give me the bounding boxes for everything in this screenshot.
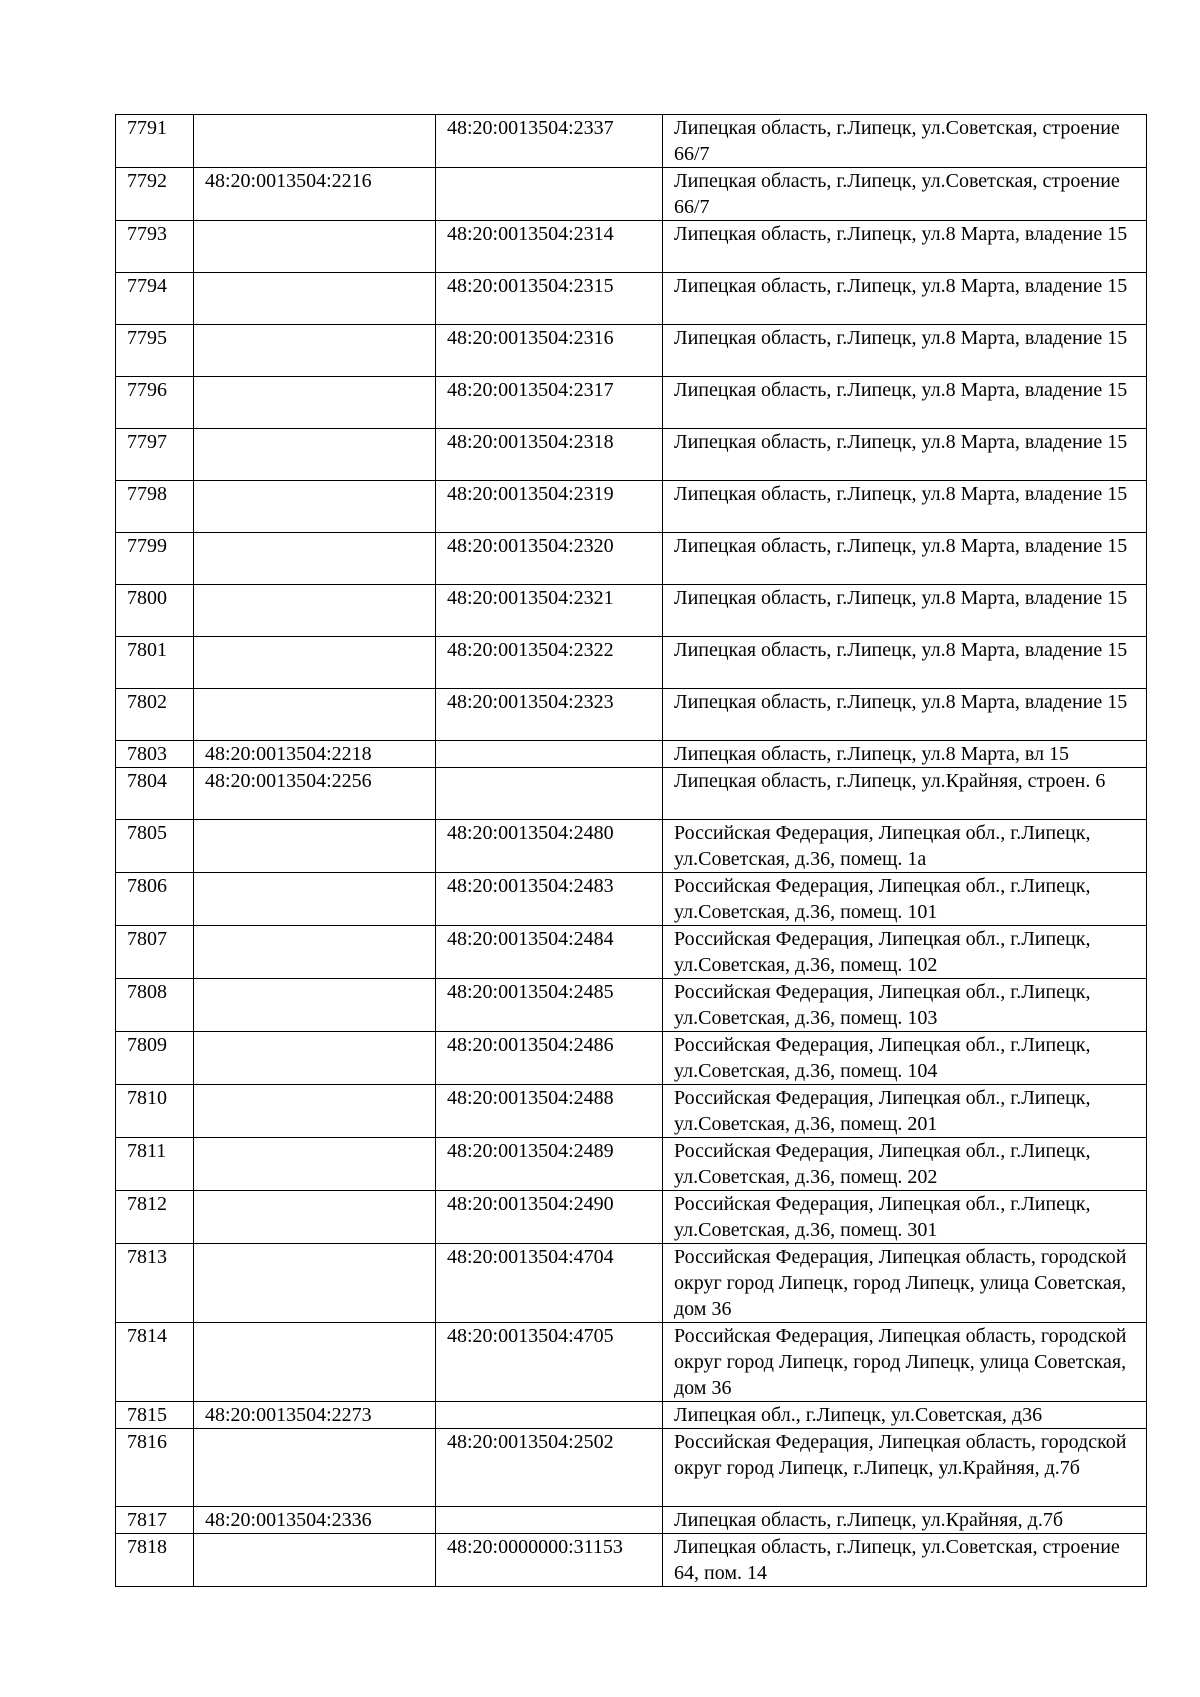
row-number-cell: 7795: [116, 325, 194, 377]
address-cell: Липецкая область, г.Липецк, ул.Советская, строение 64, пом. 14: [663, 1534, 1147, 1587]
address-cell: Липецкая область, г.Липецк, ул.8 Марта, владение 15: [663, 689, 1147, 741]
table-row: [116, 689, 1147, 741]
cadastral-number-cell: 48:20:0013504:2337: [436, 115, 663, 168]
cadastral-number-cell: 48:20:0013504:2483: [436, 873, 663, 926]
cadastral-number-cell: 48:20:0013504:2218: [194, 741, 436, 768]
cadastral-number-cell: [194, 1323, 436, 1402]
cadastral-number-cell: 48:20:0013504:2486: [436, 1032, 663, 1085]
table-row: [116, 1244, 1147, 1323]
row-number-cell: 7799: [116, 533, 194, 585]
cadastral-number-cell: 48:20:0013504:2502: [436, 1429, 663, 1507]
row-number-cell: 7815: [116, 1402, 194, 1429]
address-cell: Российская Федерация, Липецкая область, городской округ город Липецк, г.Липецк, ул.Крайняя, д.7б: [663, 1429, 1147, 1507]
row-number-cell: 7794: [116, 273, 194, 325]
table-row: [116, 820, 1147, 873]
cadastral-number-cell: [194, 1534, 436, 1587]
row-number-cell: 7796: [116, 377, 194, 429]
cadastral-number-cell: [194, 926, 436, 979]
row-number-cell: 7814: [116, 1323, 194, 1402]
cadastral-number-cell: [194, 689, 436, 741]
cadastral-number-cell: 48:20:0013504:4704: [436, 1244, 663, 1323]
address-cell: Российская Федерация, Липецкая обл., г.Липецк, ул.Советская, д.36, помещ. 104: [663, 1032, 1147, 1085]
address-cell: Российская Федерация, Липецкая обл., г.Липецк, ул.Советская, д.36, помещ. 102: [663, 926, 1147, 979]
table-row: [116, 1138, 1147, 1191]
cadastral-number-cell: [436, 741, 663, 768]
table-row: [116, 325, 1147, 377]
cadastral-number-cell: [436, 1507, 663, 1534]
table-row: [116, 741, 1147, 768]
table-row: [116, 1085, 1147, 1138]
cadastral-number-cell: 48:20:0013504:2320: [436, 533, 663, 585]
row-number-cell: 7804: [116, 768, 194, 820]
table-row: [116, 377, 1147, 429]
table-row: [116, 1534, 1147, 1587]
row-number-cell: 7800: [116, 585, 194, 637]
cadastral-number-cell: [194, 1138, 436, 1191]
cadastral-number-cell: [194, 585, 436, 637]
row-number-cell: 7810: [116, 1085, 194, 1138]
row-number-cell: 7809: [116, 1032, 194, 1085]
address-cell: Липецкая область, г.Липецк, ул.8 Марта, владение 15: [663, 481, 1147, 533]
address-cell: Липецкая обл., г.Липецк, ул.Советская, д36: [663, 1402, 1147, 1429]
cadastral-number-cell: [194, 979, 436, 1032]
row-number-cell: 7813: [116, 1244, 194, 1323]
table-row: [116, 1191, 1147, 1244]
table-row: [116, 1323, 1147, 1402]
table-row: [116, 1429, 1147, 1507]
cadastral-number-cell: 48:20:0013504:2316: [436, 325, 663, 377]
cadastral-number-cell: [194, 273, 436, 325]
address-cell: Российская Федерация, Липецкая обл., г.Липецк, ул.Советская, д.36, помещ. 1а: [663, 820, 1147, 873]
address-cell: Липецкая область, г.Липецк, ул.Крайняя, строен. 6: [663, 768, 1147, 820]
cadastral-number-cell: [194, 820, 436, 873]
address-cell: Липецкая область, г.Липецк, ул.8 Марта, владение 15: [663, 637, 1147, 689]
address-cell: Липецкая область, г.Липецк, ул.Крайняя, д.7б: [663, 1507, 1147, 1534]
cadastral-number-cell: 48:20:0013504:2490: [436, 1191, 663, 1244]
cadastral-number-cell: 48:20:0013504:2273: [194, 1402, 436, 1429]
cadastral-number-cell: [194, 115, 436, 168]
table-row: [116, 1402, 1147, 1429]
cadastral-number-cell: 48:20:0000000:31153: [436, 1534, 663, 1587]
row-number-cell: 7808: [116, 979, 194, 1032]
cadastral-number-cell: [194, 325, 436, 377]
row-number-cell: 7818: [116, 1534, 194, 1587]
cadastral-number-cell: 48:20:0013504:2336: [194, 1507, 436, 1534]
cadastral-number-cell: 48:20:0013504:2319: [436, 481, 663, 533]
address-cell: Российская Федерация, Липецкая область, городской округ город Липецк, город Липецк, улица Советская, дом 36: [663, 1323, 1147, 1402]
row-number-cell: 7791: [116, 115, 194, 168]
table-row: [116, 926, 1147, 979]
address-cell: Липецкая область, г.Липецк, ул.8 Марта, владение 15: [663, 429, 1147, 481]
cadastral-number-cell: [436, 768, 663, 820]
row-number-cell: 7817: [116, 1507, 194, 1534]
row-number-cell: 7803: [116, 741, 194, 768]
cadastral-number-cell: 48:20:0013504:2485: [436, 979, 663, 1032]
address-cell: Российская Федерация, Липецкая обл., г.Липецк, ул.Советская, д.36, помещ. 101: [663, 873, 1147, 926]
row-number-cell: 7816: [116, 1429, 194, 1507]
row-number-cell: 7811: [116, 1138, 194, 1191]
cadastral-number-cell: 48:20:0013504:2256: [194, 768, 436, 820]
cadastral-number-cell: [194, 377, 436, 429]
address-cell: Российская Федерация, Липецкая обл., г.Липецк, ул.Советская, д.36, помещ. 201: [663, 1085, 1147, 1138]
address-cell: Липецкая область, г.Липецк, ул.8 Марта, владение 15: [663, 221, 1147, 273]
table-row: [116, 873, 1147, 926]
cadastral-number-cell: [194, 1244, 436, 1323]
row-number-cell: 7797: [116, 429, 194, 481]
table-row: [116, 585, 1147, 637]
cadastral-number-cell: [194, 481, 436, 533]
cadastral-number-cell: [194, 533, 436, 585]
cadastral-number-cell: 48:20:0013504:4705: [436, 1323, 663, 1402]
cadastral-number-cell: [436, 168, 663, 221]
address-cell: Российская Федерация, Липецкая обл., г.Липецк, ул.Советская, д.36, помещ. 202: [663, 1138, 1147, 1191]
register-table-body: [116, 115, 1147, 1587]
table-row: [116, 481, 1147, 533]
address-cell: Липецкая область, г.Липецк, ул.8 Марта, вл 15: [663, 741, 1147, 768]
register-table: [115, 114, 1147, 1587]
table-row: [116, 168, 1147, 221]
cadastral-number-cell: 48:20:0013504:2488: [436, 1085, 663, 1138]
address-cell: Липецкая область, г.Липецк, ул.8 Марта, владение 15: [663, 585, 1147, 637]
table-row: [116, 221, 1147, 273]
cadastral-number-cell: 48:20:0013504:2314: [436, 221, 663, 273]
table-row: [116, 637, 1147, 689]
address-cell: Липецкая область, г.Липецк, ул.Советская, строение 66/7: [663, 168, 1147, 221]
address-cell: Российская Федерация, Липецкая область, городской округ город Липецк, город Липецк, улица Советская, дом 36: [663, 1244, 1147, 1323]
table-row: [116, 429, 1147, 481]
cadastral-number-cell: 48:20:0013504:2322: [436, 637, 663, 689]
row-number-cell: 7812: [116, 1191, 194, 1244]
cadastral-number-cell: [194, 221, 436, 273]
cadastral-number-cell: 48:20:0013504:2489: [436, 1138, 663, 1191]
table-row: [116, 768, 1147, 820]
cadastral-number-cell: 48:20:0013504:2216: [194, 168, 436, 221]
row-number-cell: 7802: [116, 689, 194, 741]
table-row: [116, 115, 1147, 168]
table-row: [116, 1032, 1147, 1085]
cadastral-number-cell: 48:20:0013504:2321: [436, 585, 663, 637]
cadastral-number-cell: [194, 429, 436, 481]
table-row: [116, 1507, 1147, 1534]
address-cell: Липецкая область, г.Липецк, ул.Советская, строение 66/7: [663, 115, 1147, 168]
row-number-cell: 7805: [116, 820, 194, 873]
cadastral-number-cell: 48:20:0013504:2323: [436, 689, 663, 741]
cadastral-number-cell: [436, 1402, 663, 1429]
row-number-cell: 7807: [116, 926, 194, 979]
cadastral-number-cell: [194, 1191, 436, 1244]
row-number-cell: 7806: [116, 873, 194, 926]
table-row: [116, 979, 1147, 1032]
cadastral-number-cell: 48:20:0013504:2480: [436, 820, 663, 873]
cadastral-number-cell: 48:20:0013504:2484: [436, 926, 663, 979]
cadastral-number-cell: [194, 637, 436, 689]
table-row: [116, 273, 1147, 325]
table-row: [116, 533, 1147, 585]
address-cell: Липецкая область, г.Липецк, ул.8 Марта, владение 15: [663, 377, 1147, 429]
row-number-cell: 7798: [116, 481, 194, 533]
cadastral-number-cell: [194, 1085, 436, 1138]
cadastral-number-cell: [194, 873, 436, 926]
cadastral-number-cell: 48:20:0013504:2315: [436, 273, 663, 325]
cadastral-number-cell: 48:20:0013504:2318: [436, 429, 663, 481]
address-cell: Российская Федерация, Липецкая обл., г.Липецк, ул.Советская, д.36, помещ. 301: [663, 1191, 1147, 1244]
address-cell: Липецкая область, г.Липецк, ул.8 Марта, владение 15: [663, 533, 1147, 585]
address-cell: Российская Федерация, Липецкая обл., г.Липецк, ул.Советская, д.36, помещ. 103: [663, 979, 1147, 1032]
cadastral-number-cell: 48:20:0013504:2317: [436, 377, 663, 429]
row-number-cell: 7792: [116, 168, 194, 221]
address-cell: Липецкая область, г.Липецк, ул.8 Марта, владение 15: [663, 325, 1147, 377]
row-number-cell: 7793: [116, 221, 194, 273]
row-number-cell: 7801: [116, 637, 194, 689]
address-cell: Липецкая область, г.Липецк, ул.8 Марта, владение 15: [663, 273, 1147, 325]
cadastral-number-cell: [194, 1032, 436, 1085]
cadastral-number-cell: [194, 1429, 436, 1507]
